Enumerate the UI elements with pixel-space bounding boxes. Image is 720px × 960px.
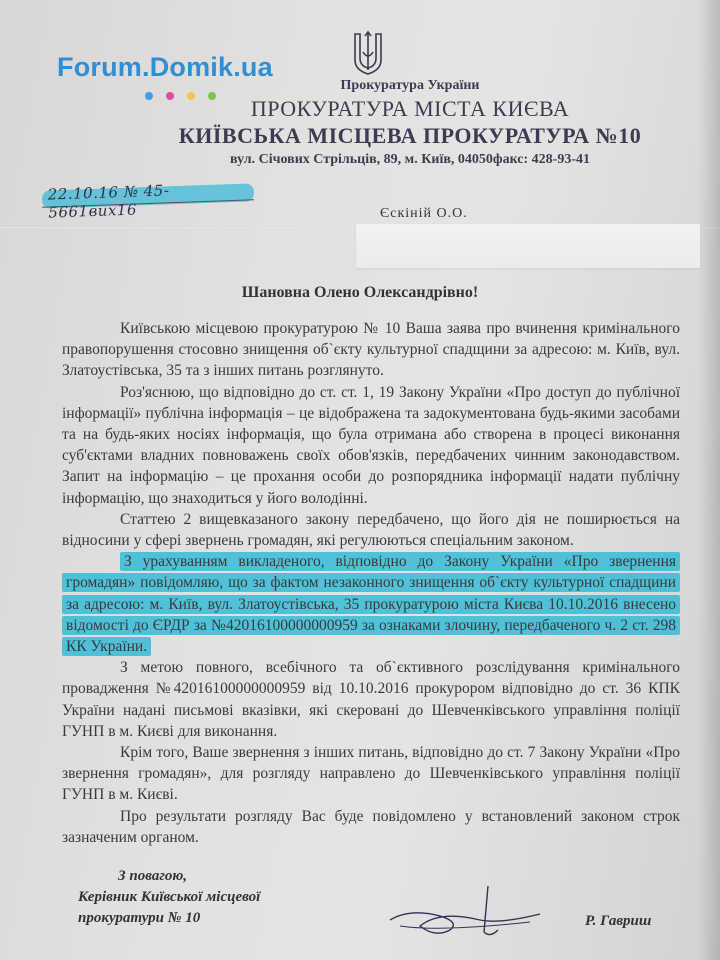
signer-name: Р. Гавриш <box>585 913 652 929</box>
highlighted-paragraph <box>62 551 680 657</box>
salutation: Шановна Олено Олександрівно! <box>241 284 479 301</box>
body-paragraph: Крім того, Ваше звернення з інших питань, відповідно до ст. 7 Закону України «Про звернення громадян», для розгляду направлено до Шевченківського управління поліції ГУНП в м. Києві. <box>62 744 680 804</box>
header-local-prosecutor: КИЇВСЬКА МІСЦЕВА ПРОКУРАТУРА №10 <box>178 123 642 148</box>
closing-regards: З повагою, <box>118 868 188 884</box>
body-paragraph: З метою повного, всебічного та об`єктивного розслідування кримінального провадження №42016100000000959 від 10.10.2016 прокурором відповідно до ст. 36 КПК України надані письмові вказівки, які скеровані до Шевченківського управління поліції ГУНП в м. Києві для виконання. <box>62 659 680 740</box>
watermark-text: Forum.Domik.ua <box>57 52 273 82</box>
letter-body <box>62 318 680 848</box>
body-paragraph: Київською місцевою прокуратурою № 10 Ваша заява про вчинення кримінального правопорушення стосовно знищення об`єкту культурної спадщини за адресою: м. Київ, вул. Златоустівська, 35 та з інших питань розглянуто. <box>62 320 680 380</box>
registration-number: 22.10.16 № 45-5661вих16 <box>47 181 170 222</box>
highlighted-text: З урахуванням викладеного, відповідно до Закону України «Про звернення громадян» повідомляю, що за фактом незаконного знищення об`єкту культурної спадщини за адресою: м. Київ, вул. Златоустівська, 35 прокуратурою міста Києва 10.10.2016 внесено відомості до ЄРДР за №42016100000000959 за ознаками злочину, передбаченого ч. 2 ст. 298 КК України. <box>62 552 680 656</box>
body-paragraph: Статтею 2 вищевказаного закону передбачено, що його дія не поширюється на відносини у сфері звернень громадян, які регулюються спеціальним законом. <box>62 510 680 550</box>
registration-stamp <box>42 181 254 222</box>
header-address: вул. Січових Стрільців, 89, м. Київ, 04050факс: 428-93-41 <box>230 152 590 167</box>
handwritten-signature-icon <box>380 880 550 950</box>
closing-block <box>78 866 260 929</box>
redacted-area <box>356 224 700 268</box>
closing-position: Керівник Київської місцевої <box>78 889 261 905</box>
header-parent-org: Прокуратура України <box>340 78 480 93</box>
header-city-prosecutor: ПРОКУРАТУРА МІСТА КИЄВА <box>250 96 570 121</box>
body-paragraph: Роз'яснюю, що відповідно до ст. ст. 1, 19 Закону України «Про доступ до публічної інформації» публічна інформація – це відображена та задокументована будь-якими засобами та на будь-яких носіях інформація, що була отримана або створена в процесі виконання суб'єктами владних повноважень своїх обов'язків, передбачених чинним законодавством. Запит на інформацію – це прохання особи до розпорядника інформації надати публічну інформацію, що знаходиться у його володінні. <box>62 383 680 507</box>
addressee-name: Єскіній О.О. <box>380 206 468 221</box>
closing-position-cont: прокуратури № 10 <box>78 910 201 926</box>
trident-emblem-icon <box>352 30 384 76</box>
body-paragraph: Про результати розгляду Вас буде повідомлено у встановлений законом строк зазначеним органом. <box>62 807 680 846</box>
